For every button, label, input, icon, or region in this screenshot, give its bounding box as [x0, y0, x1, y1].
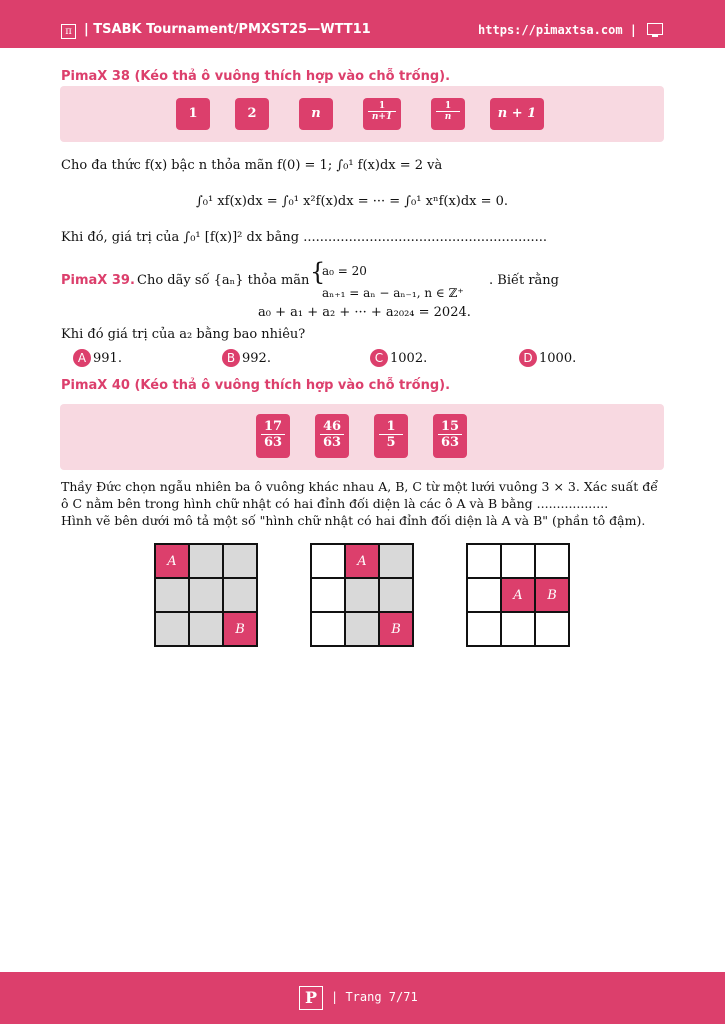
header-url[interactable]: https://pimaxtsa.com |	[478, 23, 637, 37]
q38-chip-frac-n1[interactable]	[363, 98, 401, 130]
q38-chip-n[interactable]: n	[299, 98, 333, 130]
footer-bar	[0, 972, 725, 1024]
grid-cell-b: B	[223, 612, 257, 646]
q40-line3: Hình vẽ bên dưới mô tả một số "hình chữ nhật có hai đỉnh đối diện là A và B" (phần tô đậm).	[61, 513, 646, 528]
option-letter: A	[73, 349, 91, 367]
chip-denominator: n	[444, 112, 452, 122]
grid-cell-empty	[311, 578, 345, 612]
grid-cell-shaded	[155, 578, 189, 612]
option-letter: D	[519, 349, 537, 367]
grid-cell-empty	[535, 612, 569, 646]
brace-icon: {	[310, 258, 326, 286]
grid-cell-b: B	[379, 612, 413, 646]
q39-system-line1: a₀ = 20	[322, 264, 367, 278]
header-bar	[0, 0, 725, 48]
q38-chip-n-plus-1[interactable]: n + 1	[490, 98, 544, 130]
q38-chip-band	[60, 86, 664, 142]
grid-cell-shaded	[189, 544, 223, 578]
p-logo-icon: P	[299, 986, 323, 1010]
q39-text-b: . Biết rằng	[489, 273, 559, 288]
q39-option-b[interactable]	[222, 349, 271, 367]
grid-example-1	[154, 543, 258, 647]
chip-numerator: 15	[438, 419, 462, 435]
q38-heading: PimaX 38 (Kéo thả ô vuông thích hợp vào chỗ trống).	[61, 69, 451, 84]
grid-cell-empty	[535, 544, 569, 578]
chip-denominator: 5	[386, 435, 396, 450]
chip-numerator: 1	[379, 419, 403, 435]
grid-example-3	[466, 543, 570, 647]
grid-cell-a: A	[345, 544, 379, 578]
grid-cell-empty	[467, 612, 501, 646]
grid-cell-empty	[501, 612, 535, 646]
grid-cell-shaded	[379, 578, 413, 612]
grid-cell-shaded	[379, 544, 413, 578]
option-text: 991.	[93, 351, 122, 366]
grid-cell-shaded	[345, 578, 379, 612]
q39-option-d[interactable]	[519, 349, 576, 367]
q38-line2: ∫₀¹ xf(x)dx = ∫₀¹ x²f(x)dx = ··· = ∫₀¹ xⁿf(x)dx = 0.	[196, 194, 509, 209]
grid-cell-empty	[467, 578, 501, 612]
grid-cell-empty	[311, 612, 345, 646]
grid-cell-empty	[501, 544, 535, 578]
q40-chip-band	[60, 404, 664, 470]
q40-heading: PimaX 40 (Kéo thả ô vuông thích hợp vào chỗ trống).	[61, 378, 451, 393]
pi-logo-icon: π	[61, 24, 76, 39]
q38-line1: Cho đa thức f(x) bậc n thỏa mãn f(0) = 1; ∫₀¹ f(x)dx = 2 và	[61, 158, 443, 173]
q38-line3[interactable]: Khi đó, giá trị của ∫₀¹ [f(x)]² dx bằng ...........................................................	[61, 230, 548, 245]
option-letter: C	[370, 349, 388, 367]
q39-line2: a₀ + a₁ + a₂ + ··· + a₂₀₂₄ = 2024.	[258, 305, 471, 320]
grid-cell-empty	[311, 544, 345, 578]
grid-cell-shaded	[189, 578, 223, 612]
q40-chip-17-63[interactable]	[256, 414, 290, 458]
grid-cell-b: B	[535, 578, 569, 612]
grid-example-2	[310, 543, 414, 647]
q39-line3: Khi đó giá trị của a₂ bằng bao nhiêu?	[61, 327, 306, 342]
grid-cell-a: A	[501, 578, 535, 612]
q38-chip-2[interactable]: 2	[235, 98, 269, 130]
grid-cell-a: A	[155, 544, 189, 578]
chip-numerator: 46	[320, 419, 344, 435]
chip-numerator: 17	[261, 419, 285, 435]
q39-system-line2: aₙ₊₁ = aₙ − aₙ₋₁, n ∈ ℤ⁺	[322, 286, 464, 300]
header-title: | TSABK Tournament/PMXST25—WTT11	[84, 22, 371, 37]
q39-option-c[interactable]	[370, 349, 427, 367]
option-text: 1000.	[539, 351, 577, 366]
q40-chip-15-63[interactable]	[433, 414, 467, 458]
chip-denominator: n+1	[371, 112, 393, 122]
grid-cell-shaded	[189, 612, 223, 646]
option-text: 992.	[242, 351, 271, 366]
chip-denominator: 63	[440, 435, 460, 450]
grid-cell-shaded	[223, 544, 257, 578]
q38-chip-1[interactable]: 1	[176, 98, 210, 130]
q39-label: PimaX 39.	[61, 273, 135, 288]
monitor-icon[interactable]	[647, 23, 663, 35]
grid-cell-empty	[467, 544, 501, 578]
q39-text-a: Cho dãy số {aₙ} thỏa mãn	[137, 273, 310, 288]
page-number: | Trang 7/71	[331, 990, 418, 1004]
option-letter: B	[222, 349, 240, 367]
q40-chip-46-63[interactable]	[315, 414, 349, 458]
q40-line2[interactable]: ô C nằm bên trong hình chữ nhật có hai đỉnh đối diện là các ô A và B bằng ..................	[61, 496, 609, 511]
grid-cell-shaded	[223, 578, 257, 612]
option-text: 1002.	[390, 351, 428, 366]
grid-cell-shaded	[345, 612, 379, 646]
chip-numerator: 1	[436, 101, 460, 112]
q38-chip-frac-n[interactable]	[431, 98, 465, 130]
q39-option-a[interactable]	[73, 349, 122, 367]
q40-chip-1-5[interactable]	[374, 414, 408, 458]
chip-denominator: 63	[263, 435, 283, 450]
q40-line1: Thầy Đức chọn ngẫu nhiên ba ô vuông khác nhau A, B, C từ một lưới vuông 3 × 3. Xác suất để	[61, 479, 658, 494]
grid-cell-shaded	[155, 612, 189, 646]
chip-denominator: 63	[322, 435, 342, 450]
chip-numerator: 1	[368, 101, 396, 112]
